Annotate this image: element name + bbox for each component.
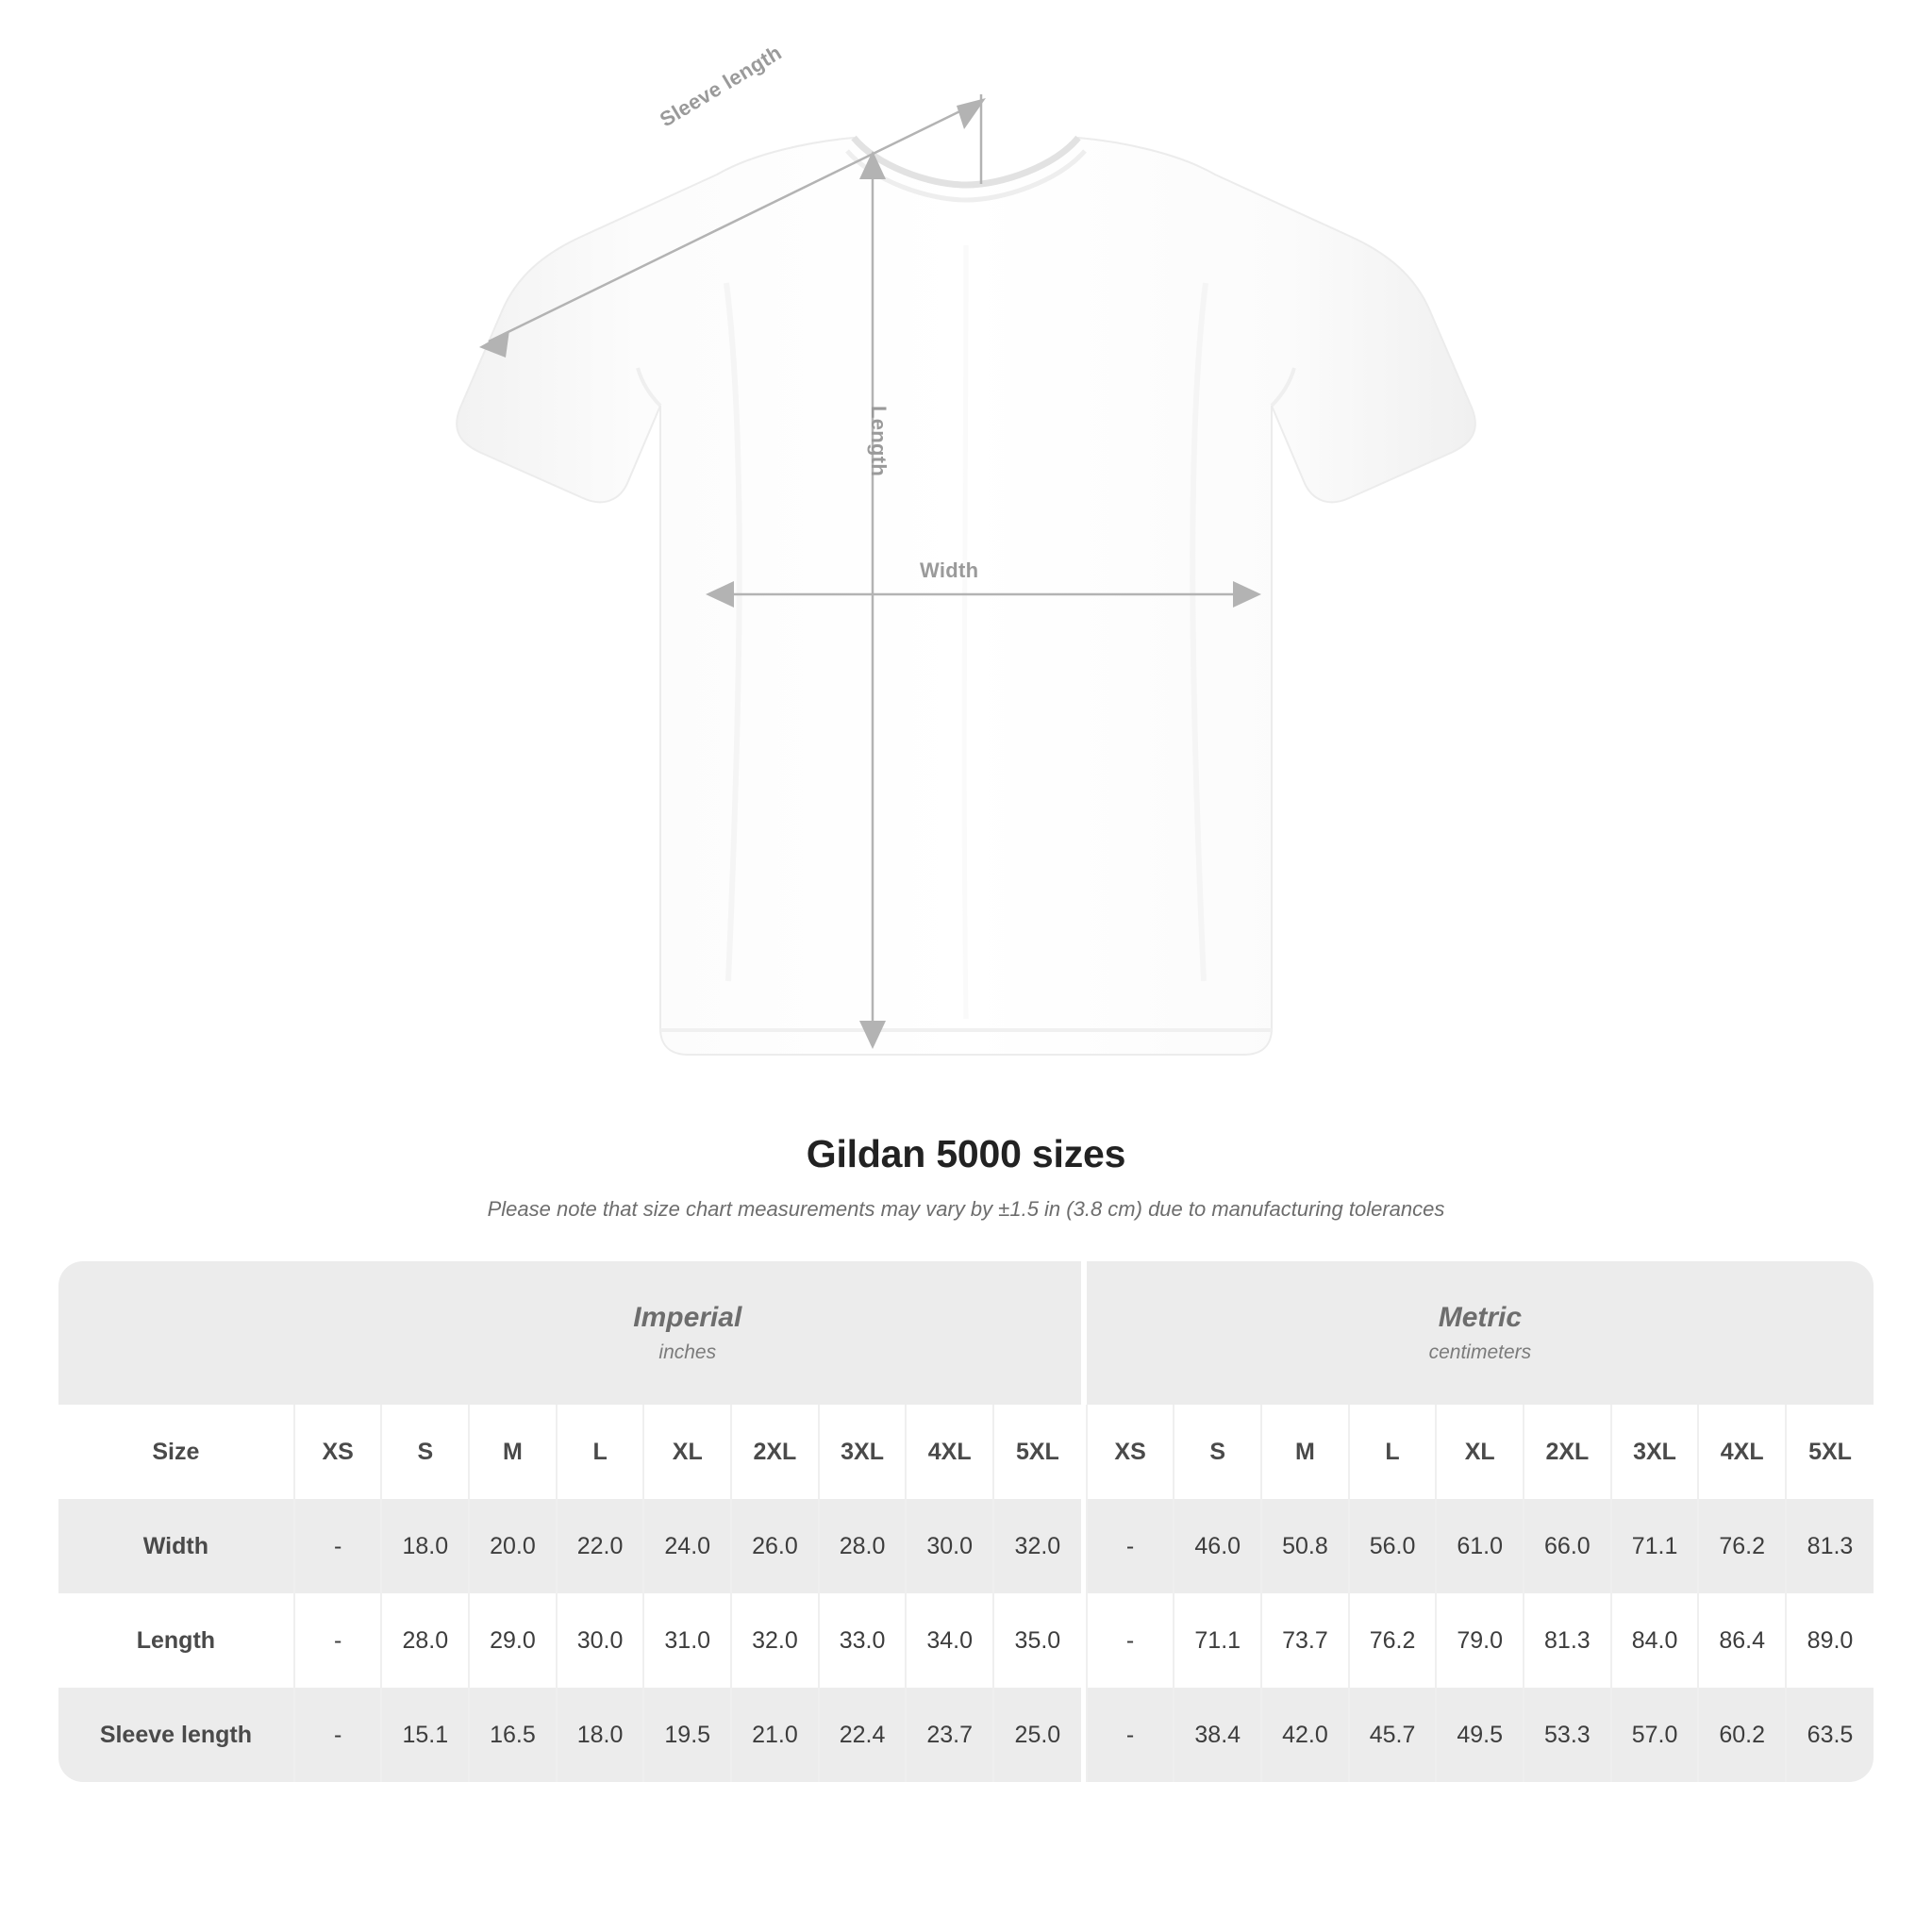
- size-header-label: Size: [58, 1405, 294, 1499]
- cell-width-imp-6: 28.0: [819, 1499, 907, 1593]
- cell-length-imp-7: 34.0: [906, 1593, 993, 1688]
- cell-sleeve-imp-3: 18.0: [557, 1688, 644, 1782]
- cell-sleeve-met-8: 63.5: [1786, 1688, 1874, 1782]
- cell-length-imp-0: -: [294, 1593, 382, 1688]
- cell-width-imp-0: -: [294, 1499, 382, 1593]
- imperial-sublabel: inches: [658, 1341, 717, 1363]
- row-label-length: Length: [58, 1593, 294, 1688]
- header-size-metric-4: XL: [1436, 1405, 1524, 1499]
- imperial-header-cell: [294, 1261, 1081, 1405]
- header-size-imperial-5: 2XL: [731, 1405, 819, 1499]
- title-block: [0, 1132, 1932, 1222]
- cell-sleeve-imp-5: 21.0: [731, 1688, 819, 1782]
- units-spacer: [58, 1261, 294, 1405]
- cell-length-imp-6: 33.0: [819, 1593, 907, 1688]
- cell-sleeve-met-7: 60.2: [1698, 1688, 1786, 1782]
- units-header-row: [58, 1261, 1874, 1405]
- page-title: Gildan 5000 sizes: [806, 1132, 1126, 1175]
- cell-sleeve-met-3: 45.7: [1349, 1688, 1437, 1782]
- width-label: Width: [920, 558, 979, 582]
- size-table: [58, 1261, 1874, 1782]
- cell-length-imp-3: 30.0: [557, 1593, 644, 1688]
- cell-length-met-4: 79.0: [1436, 1593, 1524, 1688]
- metric-sublabel: centimeters: [1428, 1341, 1532, 1363]
- header-size-imperial-2: M: [469, 1405, 557, 1499]
- header-size-metric-7: 4XL: [1698, 1405, 1786, 1499]
- cell-sleeve-imp-0: -: [294, 1688, 382, 1782]
- header-size-imperial-1: S: [381, 1405, 469, 1499]
- header-size-metric-1: S: [1174, 1405, 1261, 1499]
- cell-width-imp-8: 32.0: [993, 1499, 1081, 1593]
- row-label-sleeve-length: Sleeve length: [58, 1688, 294, 1782]
- cell-width-imp-4: 24.0: [643, 1499, 731, 1593]
- table-row: [58, 1688, 1874, 1782]
- imperial-label: Imperial: [633, 1302, 742, 1333]
- cell-sleeve-met-2: 42.0: [1261, 1688, 1349, 1782]
- tolerance-note: Please note that size chart measurements may vary by ±1.5 in (3.8 cm) due to manufacturing tolerances: [487, 1197, 1445, 1221]
- cell-width-met-2: 50.8: [1261, 1499, 1349, 1593]
- cell-sleeve-imp-6: 22.4: [819, 1688, 907, 1782]
- row-label-width: Width: [58, 1499, 294, 1593]
- cell-width-met-6: 71.1: [1611, 1499, 1699, 1593]
- metric-label: Metric: [1438, 1302, 1523, 1333]
- cell-width-imp-7: 30.0: [906, 1499, 993, 1593]
- size-table-wrapper: [58, 1261, 1874, 1782]
- header-size-imperial-3: L: [557, 1405, 644, 1499]
- cell-sleeve-imp-7: 23.7: [906, 1688, 993, 1782]
- cell-sleeve-met-6: 57.0: [1611, 1688, 1699, 1782]
- cell-width-met-7: 76.2: [1698, 1499, 1786, 1593]
- size-header-row: [58, 1405, 1874, 1499]
- cell-length-met-1: 71.1: [1174, 1593, 1261, 1688]
- cell-width-imp-1: 18.0: [381, 1499, 469, 1593]
- cell-sleeve-imp-4: 19.5: [643, 1688, 731, 1782]
- table-row: [58, 1593, 1874, 1688]
- sleeve-length-label: Sleeve length: [656, 40, 786, 132]
- header-size-metric-6: 3XL: [1611, 1405, 1699, 1499]
- cell-length-met-0: -: [1087, 1593, 1174, 1688]
- cell-width-imp-3: 22.0: [557, 1499, 644, 1593]
- cell-length-imp-8: 35.0: [993, 1593, 1081, 1688]
- cell-sleeve-met-5: 53.3: [1524, 1688, 1611, 1782]
- header-size-imperial-7: 4XL: [906, 1405, 993, 1499]
- cell-length-met-8: 89.0: [1786, 1593, 1874, 1688]
- cell-sleeve-met-4: 49.5: [1436, 1688, 1524, 1782]
- cell-sleeve-imp-1: 15.1: [381, 1688, 469, 1782]
- header-size-imperial-6: 3XL: [819, 1405, 907, 1499]
- cell-length-imp-2: 29.0: [469, 1593, 557, 1688]
- header-size-imperial-8: 5XL: [993, 1405, 1081, 1499]
- header-size-metric-0: XS: [1087, 1405, 1174, 1499]
- cell-length-imp-5: 32.0: [731, 1593, 819, 1688]
- cell-sleeve-imp-8: 25.0: [993, 1688, 1081, 1782]
- cell-width-met-3: 56.0: [1349, 1499, 1437, 1593]
- cell-length-met-5: 81.3: [1524, 1593, 1611, 1688]
- cell-width-met-5: 66.0: [1524, 1499, 1611, 1593]
- header-size-imperial-4: XL: [643, 1405, 731, 1499]
- cell-length-imp-1: 28.0: [381, 1593, 469, 1688]
- cell-width-imp-2: 20.0: [469, 1499, 557, 1593]
- cell-sleeve-imp-2: 16.5: [469, 1688, 557, 1782]
- header-size-metric-2: M: [1261, 1405, 1349, 1499]
- cell-width-met-1: 46.0: [1174, 1499, 1261, 1593]
- cell-width-met-0: -: [1087, 1499, 1174, 1593]
- header-size-imperial-0: XS: [294, 1405, 382, 1499]
- cell-length-met-2: 73.7: [1261, 1593, 1349, 1688]
- length-label: Length: [867, 406, 891, 477]
- cell-length-imp-4: 31.0: [643, 1593, 731, 1688]
- cell-sleeve-met-0: -: [1087, 1688, 1174, 1782]
- fold-center: [964, 245, 966, 1019]
- table-row: [58, 1499, 1874, 1593]
- cell-width-met-8: 81.3: [1786, 1499, 1874, 1593]
- header-size-metric-8: 5XL: [1786, 1405, 1874, 1499]
- metric-header-cell: [1087, 1261, 1874, 1405]
- cell-width-met-4: 61.0: [1436, 1499, 1524, 1593]
- cell-sleeve-met-1: 38.4: [1174, 1688, 1261, 1782]
- header-size-metric-5: 2XL: [1524, 1405, 1611, 1499]
- cell-width-imp-5: 26.0: [731, 1499, 819, 1593]
- cell-length-met-7: 86.4: [1698, 1593, 1786, 1688]
- header-size-metric-3: L: [1349, 1405, 1437, 1499]
- cell-length-met-6: 84.0: [1611, 1593, 1699, 1688]
- cell-length-met-3: 76.2: [1349, 1593, 1437, 1688]
